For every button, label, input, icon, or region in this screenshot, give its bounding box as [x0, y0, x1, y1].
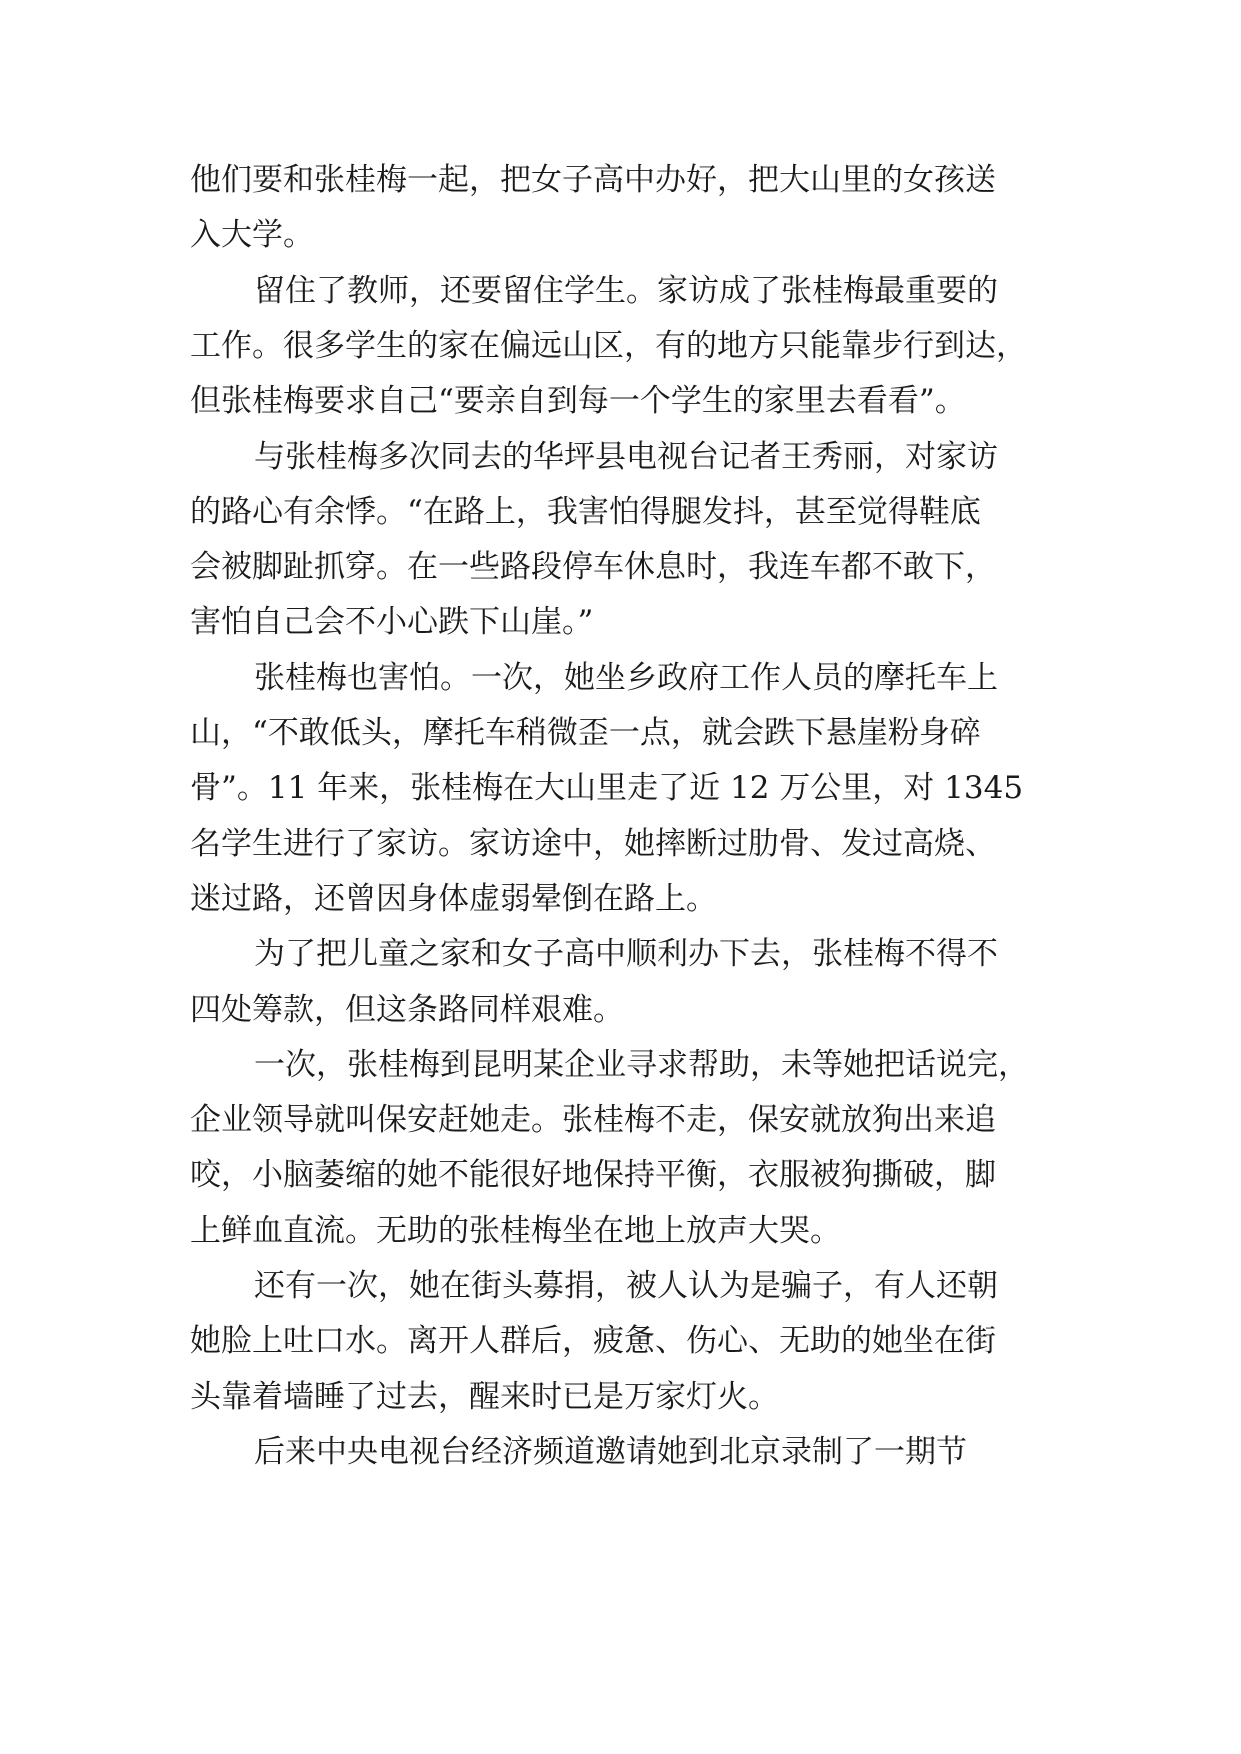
text-line: 四处筹款，但这条路同样艰难。 [190, 991, 624, 1028]
text-line: 但张桂梅要求自己“要亲自到每一个学生的家里去看看”。 [190, 383, 966, 420]
text-line: 名学生进行了家访。家访途中，她摔断过肋骨、发过高烧、 [190, 825, 996, 862]
text-line: 她脸上吐口水。离开人群后，疲惫、伤心、无助的她坐在街 [190, 1323, 996, 1360]
text-line: 山，“不敢低头，摩托车稍微歪一点，就会跌下悬崖粉身碎 [190, 715, 981, 751]
text-line: 咬，小脑萎缩的她不能很好地保持平衡，衣服被狗撕破，脚 [190, 1157, 996, 1194]
text-line: 的路心有余悸。“在路上，我害怕得腿发抖，甚至觉得鞋底 [190, 493, 981, 530]
text-line: 头靠着墙睡了过去，醒来时已是万家灯火。 [190, 1378, 779, 1415]
text-line: 上鲜血直流。无助的张桂梅坐在地上放声大哭。 [190, 1212, 841, 1249]
text-line: 还有一次，她在街头募捐，被人认为是骗子，有人还朝 [254, 1268, 998, 1304]
text-line: 骨”。11 年来，张桂梅在大山里走了近 12 万公里，对 1345 [190, 770, 1024, 807]
text-line: 张桂梅也害怕。一次，她坐乡政府工作人员的摩托车上 [254, 659, 998, 696]
text-line: 害怕自己会不小心跌下山崖。” [190, 604, 594, 641]
text-line: 一次，张桂梅到昆明某企业寻求帮助，未等她把话说完， [254, 1046, 1029, 1083]
text-line: 工作。很多学生的家在偏远山区，有的地方只能靠步行到达， [190, 327, 1027, 364]
text-line: 与张桂梅多次同去的华坪县电视台记者王秀丽，对家访 [254, 438, 998, 475]
text-line: 会被脚趾抓穿。在一些路段停车休息时，我连车都不敢下， [190, 549, 996, 586]
text-line: 企业领导就叫保安赶她走。张桂梅不走，保安就放狗出来追 [190, 1102, 996, 1139]
text-line: 为了把儿童之家和女子高中顺利办下去，张桂梅不得不 [254, 936, 998, 973]
text-line: 他们要和张桂梅一起，把女子高中办好，把大山里的女孩送 [190, 162, 996, 198]
text-line: 留住了教师，还要留住学生。家访成了张桂梅最重要的 [254, 272, 998, 309]
text-line: 迷过路，还曾因身体虚弱晕倒在路上。 [190, 880, 717, 917]
text-line: 后来中央电视台经济频道邀请她到北京录制了一期节 [254, 1433, 967, 1470]
text-line: 入大学。 [190, 217, 314, 254]
